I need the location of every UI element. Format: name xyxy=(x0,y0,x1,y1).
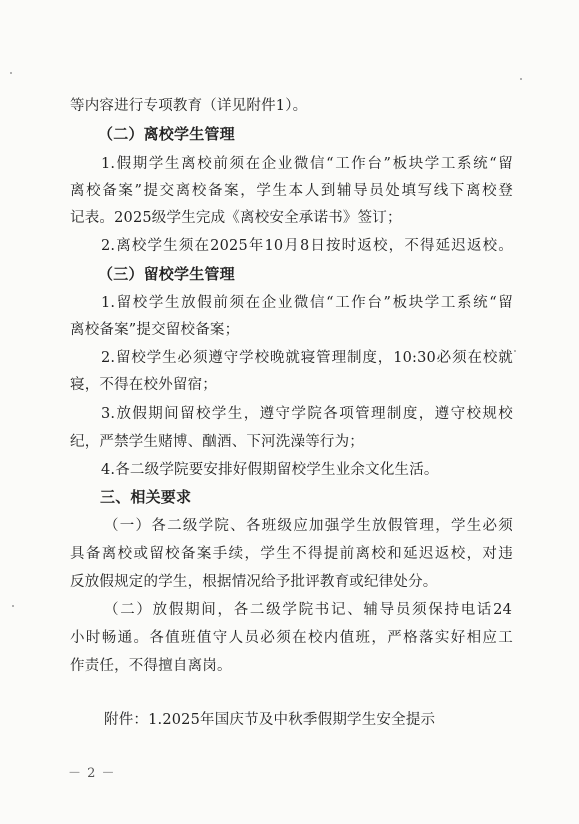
paragraph-line: 记表。2025级学生完成《离校安全承诺书》签订； xyxy=(70,210,402,226)
paragraph-line: 小时畅通。各值班值守人员必须在校内值班，严格落实好相应工 xyxy=(70,630,513,646)
scan-speck xyxy=(12,605,14,607)
paragraph-line: 2.离校学生须在2025年10月8日按时返校，不得延迟返校。 xyxy=(101,238,513,254)
section-heading-requirements: 三、相关要求 xyxy=(100,488,192,506)
section-heading-staying-school: （三）留校学生管理 xyxy=(98,265,235,283)
paragraph-line: 具备离校或留校备案手续，学生不得提前离校和延迟返校，对违 xyxy=(70,546,513,562)
paragraph-line: 等内容进行专项教育（详见附件1）。 xyxy=(70,98,308,114)
paragraph-line: 4.各二级学院要安排好假期留校学生业余文化生活。 xyxy=(101,462,439,478)
scan-speck xyxy=(520,78,522,80)
paragraph-line: 寝，不得在校外留宿； xyxy=(70,377,217,393)
paragraph-line: 离校备案”提交离校备案，学生本人到辅导员处填写线下离校登 xyxy=(70,183,513,199)
page-number: － 2 － xyxy=(68,766,116,781)
paragraph-line: 纪，严禁学生赌博、酗酒、下河洗澡等行为； xyxy=(70,434,364,450)
paragraph-line: 作责任，不得擅自离岗。 xyxy=(70,658,232,674)
attachment-line: 附件：1.2025年国庆节及中秋季假期学生安全提示 xyxy=(104,712,436,728)
paragraph-line: 离校备案”提交留校备案； xyxy=(70,322,240,338)
section-heading-leaving-school: （二）离校学生管理 xyxy=(98,125,235,143)
paragraph-line: 3.放假期间留校学生，遵守学院各项管理制度，遵守校规校 xyxy=(101,406,513,422)
paragraph-line: 反放假规定的学生，根据情况给予批评教育或纪律处分。 xyxy=(70,574,438,590)
paragraph-line: 1.留校学生放假前须在企业微信“工作台”板块学工系统“留 xyxy=(101,295,513,311)
scan-speck xyxy=(10,72,12,74)
scan-speck xyxy=(514,350,516,352)
paragraph-line: （一）各二级学院、各班级应加强学生放假管理，学生必须 xyxy=(104,518,513,534)
paragraph-line: 1.假期学生离校前须在企业微信“工作台”板块学工系统“留 xyxy=(101,156,513,172)
paragraph-line: 2.留校学生必须遵守学校晚就寝管理制度，10:30必须在校就 xyxy=(101,350,513,366)
paragraph-line: （二）放假期间，各二级学院书记、辅导员须保持电话24 xyxy=(104,602,512,618)
